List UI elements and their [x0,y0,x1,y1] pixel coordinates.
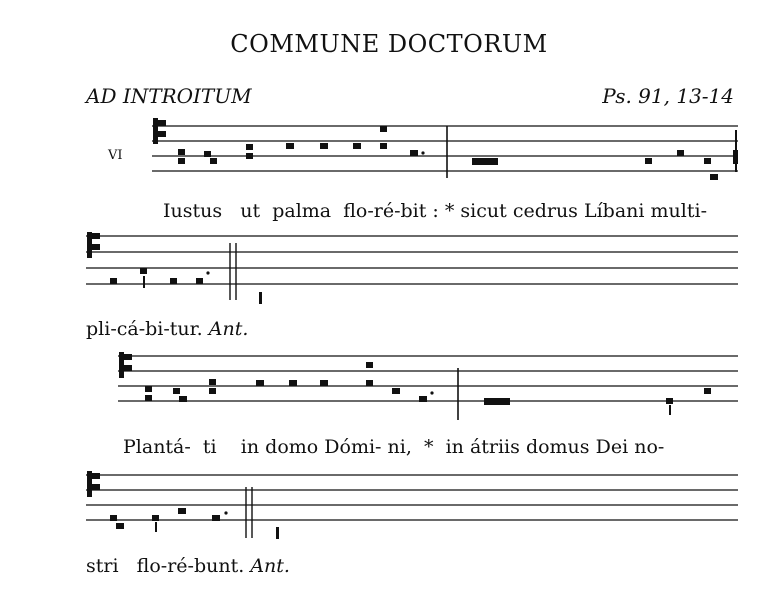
syllable: flo-ré-bit : [343,200,439,222]
syllable: Plantá- [123,436,191,458]
psalm-reference: Ps. 91, 13-14 [602,84,734,108]
antiphon-repeat: Ant. [250,555,290,577]
syllable: domo [265,436,319,458]
asterisk: * [423,436,434,458]
syllable: no- [634,436,665,458]
do-clef-4 [87,471,92,497]
syllable: in [445,436,464,458]
antiphon-repeat: Ant. [208,318,249,340]
lyrics-line-4 [86,555,290,577]
rubric-ad-introitum: AD INTROITUM [86,84,252,108]
asterisk: * [444,200,455,222]
syllable: multi- [650,200,707,222]
syllable: domus [525,436,590,458]
syllable: cedrus [512,200,578,222]
syllable: Dómi- [324,436,382,458]
syllable: flo-ré-bunt. [136,555,245,577]
syllable: stri [86,555,119,577]
syllable: ni, [387,436,412,458]
mode-label: VI [108,148,123,163]
syllable: pli-cá-bi-tur. [86,318,203,340]
syllable: ut [240,200,261,222]
syllable: Dei [595,436,629,458]
syllable: in [240,436,260,458]
syllable: sicut [460,200,507,222]
syllable: Iustus [163,200,223,222]
syllable: palma [272,200,332,222]
syllable: ti [202,436,217,458]
syllable: Líbani [583,200,645,222]
page-title: COMMUNE DOCTORUM [230,30,548,58]
syllable: átriis [469,436,520,458]
